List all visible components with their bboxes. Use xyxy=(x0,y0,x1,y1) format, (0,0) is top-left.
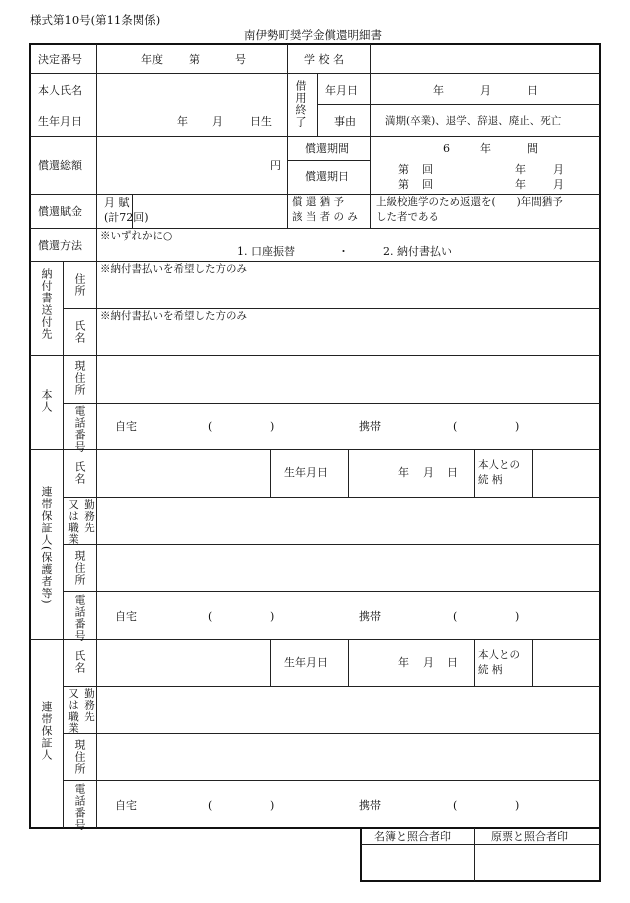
due1-nen: 年 xyxy=(515,163,526,176)
g1-home-open: ( xyxy=(208,610,213,623)
g1-nen: 年 xyxy=(398,466,409,479)
g1-tsuki: 月 xyxy=(423,466,434,479)
total-label: 償還総額 xyxy=(38,159,82,172)
g1-name-label: 氏名 xyxy=(73,461,86,485)
decision-no-label: 決定番号 xyxy=(38,53,82,66)
stamp-ledger-label: 名簿と照合者印 xyxy=(374,830,451,843)
invoice-name-label: 氏名 xyxy=(73,320,86,344)
self-home-open: ( xyxy=(208,420,213,433)
due1-tsuki: 月 xyxy=(553,163,564,176)
due2-dai: 第 xyxy=(398,178,409,191)
period-label: 償還期間 xyxy=(305,142,349,155)
g2-work-label1: 勤務先 xyxy=(83,688,95,723)
due2-kai: 回 xyxy=(422,178,433,191)
period-nen: 年 xyxy=(480,142,491,155)
g1-dob-label: 生年月日 xyxy=(284,466,328,479)
reason-label: 事由 xyxy=(334,115,356,128)
invoice-address-label: 住所 xyxy=(73,273,86,297)
g1-mobile-open: ( xyxy=(453,610,458,623)
g2-hi: 日 xyxy=(447,656,458,669)
loan-end-nen: 年 xyxy=(433,84,444,97)
g2-relation-label2: 続 柄 xyxy=(478,664,503,676)
g1-mobile-close: ) xyxy=(515,610,520,623)
g1-mobile-label: 携帯 xyxy=(359,610,381,623)
method-option-1[interactable]: 1. 口座振替 xyxy=(237,245,295,258)
dob-nen: 年 xyxy=(177,115,188,128)
invoice-name-note: ※納付書払いを希望した方のみ xyxy=(100,310,247,322)
method-label: 償還方法 xyxy=(38,239,82,252)
g2-home-close: ) xyxy=(270,799,275,812)
g1-work-label2: 又は職業 xyxy=(67,499,79,545)
dob-hi: 日生 xyxy=(250,115,272,128)
g2-tsuki: 月 xyxy=(423,656,434,669)
self-mobile-close: ) xyxy=(515,420,520,433)
method-dot: ・ xyxy=(338,245,349,258)
g2-work-label2: 又は職業 xyxy=(67,688,79,734)
g1-name-field[interactable] xyxy=(98,451,268,496)
g2-address-field[interactable] xyxy=(98,735,598,779)
self-home-label: 自宅 xyxy=(115,420,137,433)
stamp-original-label: 原票と照合者印 xyxy=(491,830,568,843)
total-amount-field[interactable] xyxy=(98,138,285,193)
g1-work-field[interactable] xyxy=(98,499,598,543)
invoice-address-note: ※納付書払いを希望した方のみ xyxy=(100,263,247,275)
loan-end-label: 借用終了 xyxy=(294,80,307,128)
g2-mobile-open: ( xyxy=(453,799,458,812)
g1-phone-label: 電話番号 xyxy=(73,594,86,642)
reason-options[interactable]: 満期(卒業)、退学、辞退、廃止、死亡 xyxy=(385,115,562,127)
g1-home-label: 自宅 xyxy=(115,610,137,623)
g1-address-field[interactable] xyxy=(98,546,598,590)
g2-address-label: 現住所 xyxy=(73,739,86,775)
stamp-ledger-field[interactable] xyxy=(362,846,473,880)
decision-dai: 第 xyxy=(189,53,200,66)
self-phone-label: 電話番号 xyxy=(73,405,86,453)
deferral-text2: した者である xyxy=(376,211,439,223)
method-option-2[interactable]: 2. 納付書払い xyxy=(383,245,452,258)
dob-tsuki: 月 xyxy=(212,115,223,128)
deferral-label1: 償 還 猶 予 xyxy=(292,196,345,208)
g2-home-label: 自宅 xyxy=(115,799,137,812)
person-name-field[interactable] xyxy=(98,75,285,103)
period-value: 6 xyxy=(443,142,450,155)
person-dob-label: 生年月日 xyxy=(38,115,82,128)
g2-phone-label: 電話番号 xyxy=(73,783,86,831)
installment-field[interactable] xyxy=(134,196,285,227)
due1-kai: 回 xyxy=(422,163,433,176)
due1-dai: 第 xyxy=(398,163,409,176)
loan-end-tsuki: 月 xyxy=(480,84,491,97)
due2-tsuki: 月 xyxy=(553,178,564,191)
self-address-label: 現住所 xyxy=(73,360,86,396)
g2-name-label: 氏名 xyxy=(73,650,86,674)
page-title: 南伊勢町奨学金償還明細書 xyxy=(244,28,382,42)
invoice-name-field[interactable] xyxy=(98,325,598,354)
school-label: 学 校 名 xyxy=(304,53,344,66)
g1-address-label: 現住所 xyxy=(73,550,86,586)
self-mobile-open: ( xyxy=(453,420,458,433)
monthly-label: 月 賦 xyxy=(104,196,130,209)
self-address-field[interactable] xyxy=(98,357,598,402)
deferral-text1: 上級校進学のため返還を( )年間猶予 xyxy=(376,196,563,208)
g2-mobile-close: ) xyxy=(515,799,520,812)
g2-nen: 年 xyxy=(398,656,409,669)
deferral-label2: 該 当 者 の み xyxy=(292,211,358,223)
loan-end-hi: 日 xyxy=(527,84,538,97)
g2-name-field[interactable] xyxy=(98,641,268,685)
g2-relation-label1: 本人との xyxy=(478,649,520,661)
decision-year: 年度 xyxy=(141,53,163,66)
g2-mobile-label: 携帯 xyxy=(359,799,381,812)
period-kan: 間 xyxy=(527,142,538,155)
person-name-label: 本人氏名 xyxy=(38,84,82,97)
times-label: (計72回) xyxy=(104,211,149,224)
self-label: 本人 xyxy=(40,389,53,413)
g1-hi: 日 xyxy=(447,466,458,479)
due-label: 償還期日 xyxy=(305,170,349,183)
self-home-close: ) xyxy=(270,420,275,433)
stamp-original-field[interactable] xyxy=(476,846,599,880)
g1-home-close: ) xyxy=(270,610,275,623)
g1-relation-label2: 続 柄 xyxy=(478,474,503,486)
g1-work-label1: 勤務先 xyxy=(83,499,95,534)
guarantor2-label: 連帯保証人 xyxy=(40,701,53,761)
g2-home-open: ( xyxy=(208,799,213,812)
loan-end-date-label: 年月日 xyxy=(325,84,358,97)
method-note: ※いずれかに○ xyxy=(100,230,173,242)
g2-dob-label: 生年月日 xyxy=(284,656,328,669)
invoice-address-field[interactable] xyxy=(98,278,598,307)
school-field[interactable] xyxy=(372,46,598,71)
decision-go: 号 xyxy=(235,53,246,66)
invoice-label: 納付書送付先 xyxy=(40,268,53,340)
guarantor1-label: 連帯保証人(保護者等) xyxy=(40,486,53,605)
installment-label: 償還賦金 xyxy=(38,205,82,218)
g1-relation-label1: 本人との xyxy=(478,459,520,471)
form-number: 様式第10号(第11条関係) xyxy=(30,13,161,27)
g2-work-field[interactable] xyxy=(98,688,598,732)
yen-unit: 円 xyxy=(270,159,281,172)
due2-nen: 年 xyxy=(515,178,526,191)
self-mobile-label: 携帯 xyxy=(359,420,381,433)
